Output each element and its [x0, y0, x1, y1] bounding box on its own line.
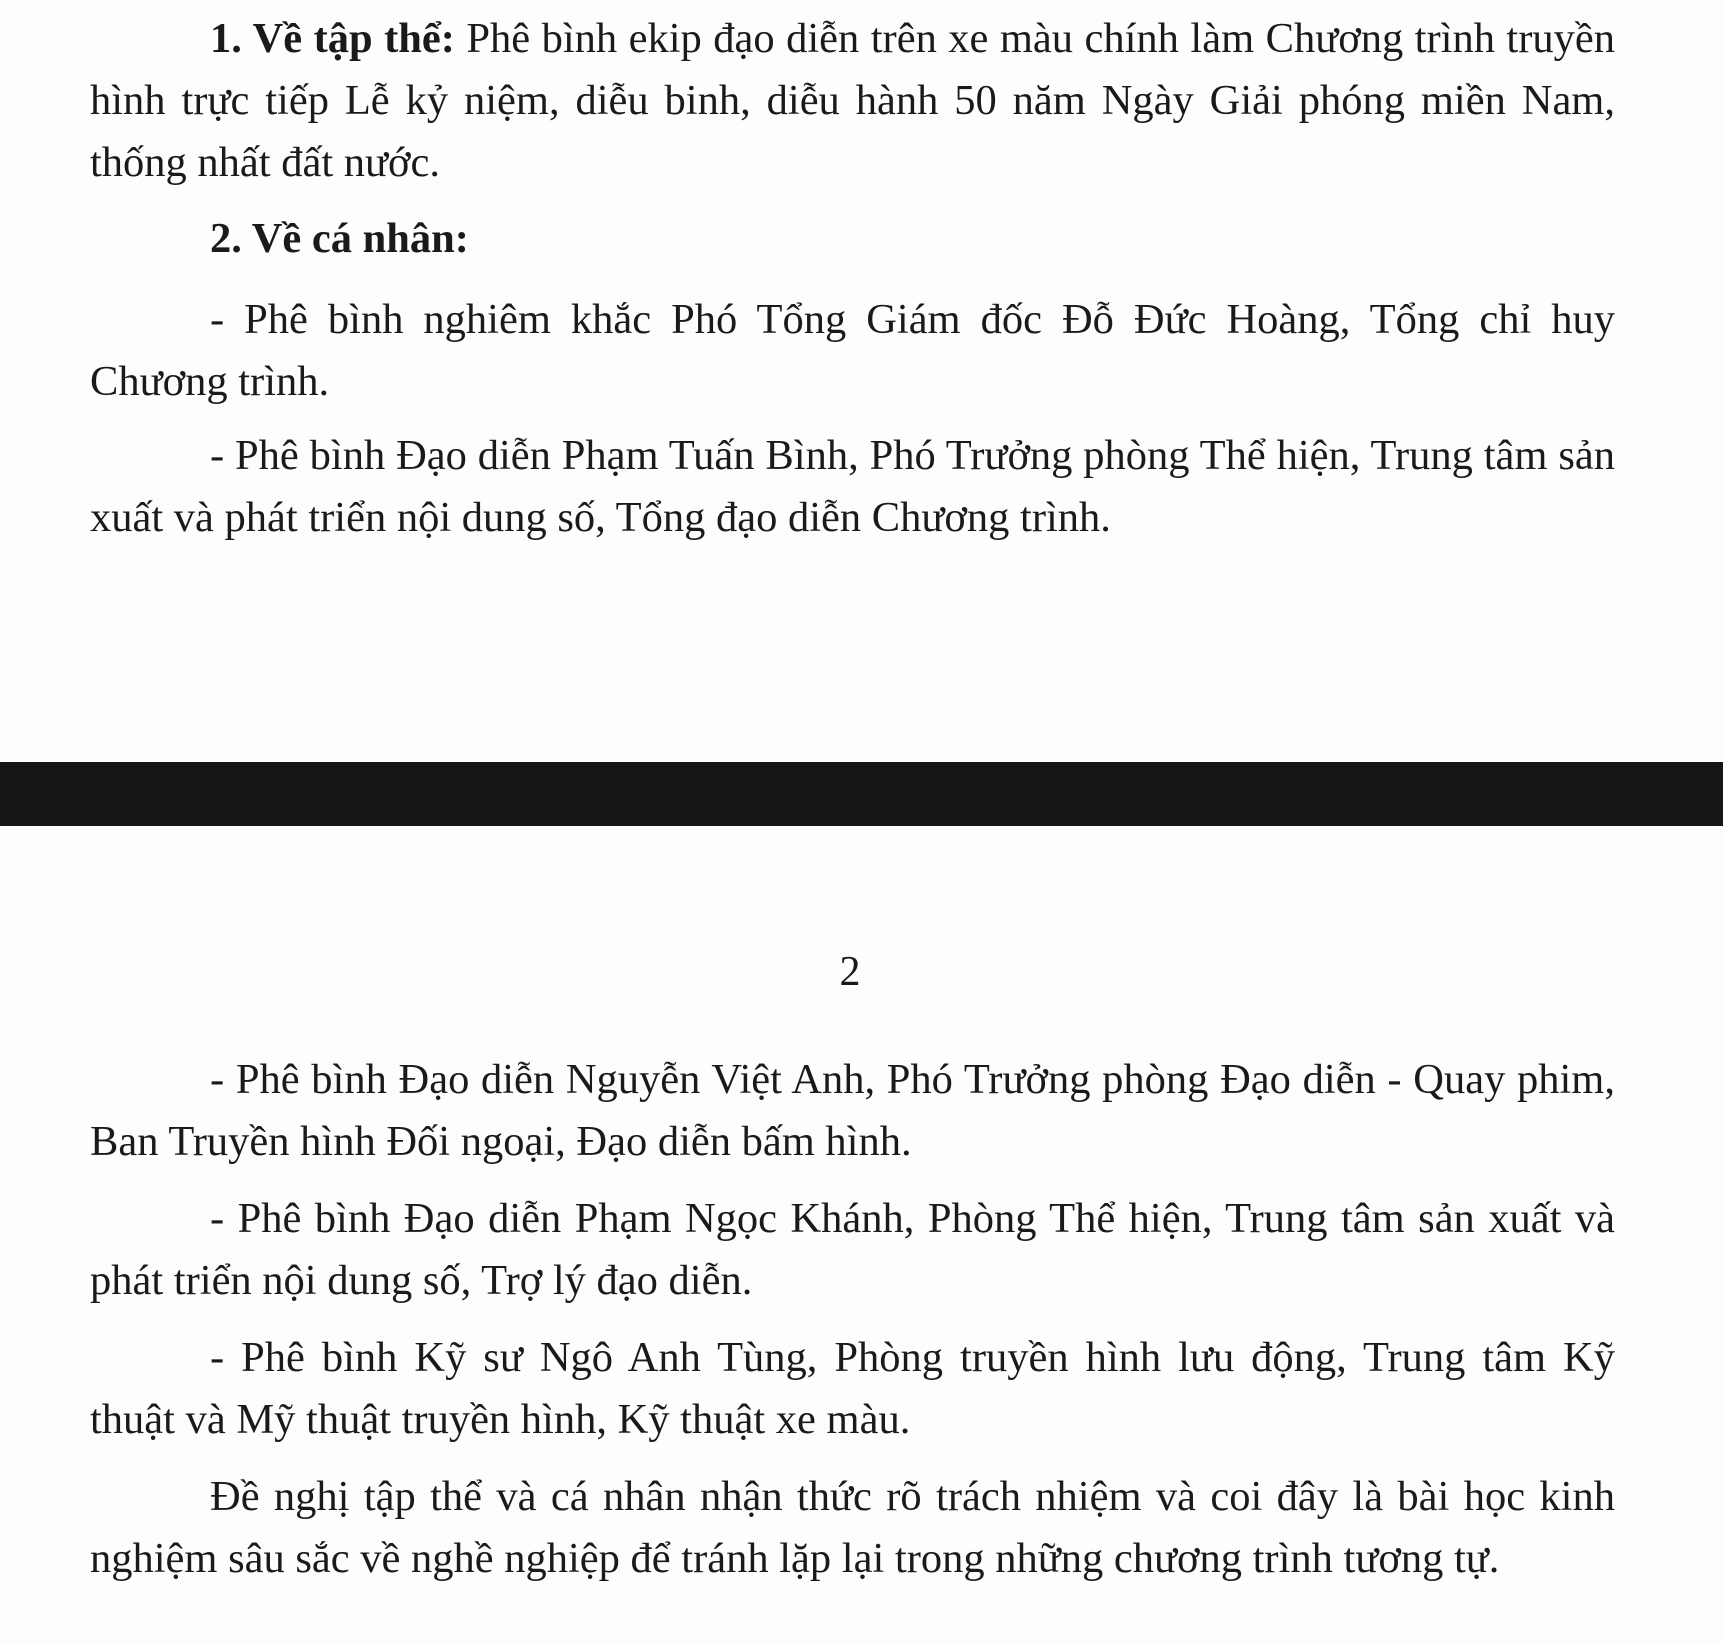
closing-paragraph: Đề nghị tập thể và cá nhân nhận thức rõ trách nhiệm và coi đây là bài học kinh nghiệm sâu sắc về nghề nghiệp để tránh lặp lại trong những chương trình tương tự. [90, 1473, 1615, 1582]
individual-item: - Phê bình Đạo diễn Phạm Ngọc Khánh, Phòng Thể hiện, Trung tâm sản xuất và phát triển nội dung số, Trợ lý đạo diễn. [90, 1195, 1615, 1304]
individual-item: - Phê bình Kỹ sư Ngô Anh Tùng, Phòng truyền hình lưu động, Trung tâm Kỹ thuật và Mỹ thuật truyền hình, Kỹ thuật xe màu. [90, 1334, 1615, 1443]
individual-item: - Phê bình nghiêm khắc Phó Tổng Giám đốc Đỗ Đức Hoàng, Tổng chỉ huy Chương trình. [90, 296, 1615, 405]
individual-item: - Phê bình Đạo diễn Nguyễn Việt Anh, Phó Trưởng phòng Đạo diễn - Quay phim, Ban Truyền hình Đối ngoại, Đạo diễn bấm hình. [90, 1056, 1615, 1165]
page-number: 2 [839, 949, 861, 995]
document-page-2 [0, 826, 1723, 1644]
individual-item: - Phê bình Đạo diễn Phạm Tuấn Bình, Phó Trưởng phòng Thể hiện, Trung tâm sản xuất và phát triển nội dung số, Tổng đạo diễn Chương trình. [90, 432, 1615, 541]
collective-criticism-paragraph [90, 8, 1615, 194]
collective-text: Phê bình ekip đạo diễn trên xe màu chính làm Chương trình truyền hình trực tiếp Lễ kỷ niệm, diễu binh, diễu hành 50 năm Ngày Giải phóng miền Nam, thống nhất đất nước. [90, 15, 1615, 186]
collective-heading: 1. Về tập thể: [210, 15, 455, 62]
individual-heading: 2. Về cá nhân: [210, 215, 469, 262]
document-page-1 [0, 0, 1723, 762]
page-divider [0, 762, 1723, 826]
